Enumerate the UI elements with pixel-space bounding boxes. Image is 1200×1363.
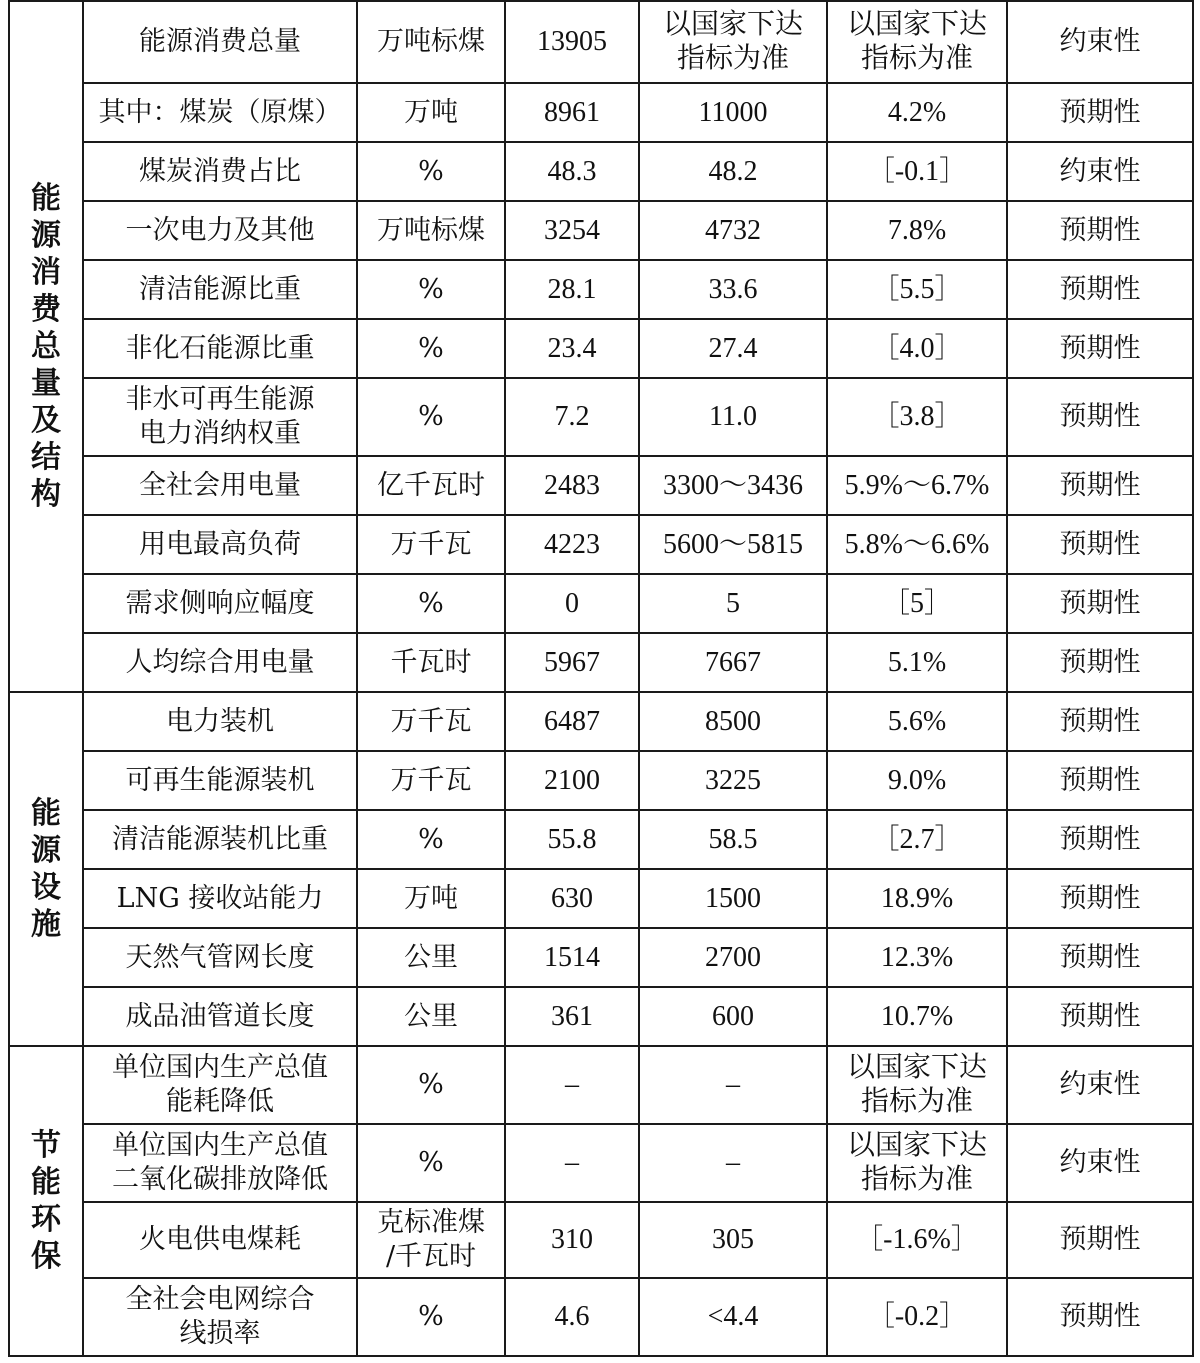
table-row — [9, 928, 1193, 987]
target-value-cell: 3300～3436 — [639, 456, 827, 515]
base-value-cell: – — [505, 1046, 639, 1124]
indicator-name-cell: 非化石能源比重 — [83, 319, 357, 378]
table-row — [9, 515, 1193, 574]
indicator-name-cell: 可再生能源装机 — [83, 751, 357, 810]
indicator-name-cell: 天然气管网长度 — [83, 928, 357, 987]
indicator-name-cell: 单位国内生产总值 能耗降低 — [83, 1046, 357, 1124]
growth-cell: ［5.5］ — [827, 260, 1007, 319]
attribute-cell: 预期性 — [1007, 751, 1193, 810]
target-value-cell: 305 — [639, 1202, 827, 1278]
growth-cell: ［4.0］ — [827, 319, 1007, 378]
table-row — [9, 201, 1193, 260]
category-label: 能源设施 — [31, 796, 61, 942]
table-row — [9, 142, 1193, 201]
table-row — [9, 1046, 1193, 1124]
unit-cell: 万吨标煤 — [357, 1, 505, 83]
unit-cell: 万吨 — [357, 869, 505, 928]
unit-cell: 公里 — [357, 987, 505, 1046]
unit-cell: 克标准煤 /千瓦时 — [357, 1202, 505, 1278]
base-value-cell: 4.6 — [505, 1278, 639, 1356]
growth-cell: ［-1.6%］ — [827, 1202, 1007, 1278]
base-value-cell: 28.1 — [505, 260, 639, 319]
target-value-cell: <4.4 — [639, 1278, 827, 1356]
base-value-cell: 55.8 — [505, 810, 639, 869]
attribute-cell: 预期性 — [1007, 319, 1193, 378]
target-value-cell: – — [639, 1046, 827, 1124]
indicator-name-cell: 电力装机 — [83, 692, 357, 751]
table-row — [9, 751, 1193, 810]
base-value-cell: 6487 — [505, 692, 639, 751]
growth-cell: ［-0.1］ — [827, 142, 1007, 201]
target-value-cell: 33.6 — [639, 260, 827, 319]
attribute-cell: 预期性 — [1007, 633, 1193, 692]
indicator-name-cell: 全社会电网综合 线损率 — [83, 1278, 357, 1356]
table-row — [9, 83, 1193, 142]
table-row — [9, 1, 1193, 83]
unit-cell: 千瓦时 — [357, 633, 505, 692]
category-label: 能源消费总量及结构 — [31, 181, 61, 512]
table-row — [9, 692, 1193, 751]
growth-cell: 5.1% — [827, 633, 1007, 692]
base-value-cell: 361 — [505, 987, 639, 1046]
indicator-name-cell: 单位国内生产总值 二氧化碳排放降低 — [83, 1124, 357, 1202]
category-cell — [9, 692, 83, 1046]
indicator-name-cell: 能源消费总量 — [83, 1, 357, 83]
category-cell — [9, 1, 83, 692]
indicator-name-cell: 需求侧响应幅度 — [83, 574, 357, 633]
indicator-name-cell: 煤炭消费占比 — [83, 142, 357, 201]
unit-cell: % — [357, 574, 505, 633]
unit-cell: % — [357, 319, 505, 378]
base-value-cell: 13905 — [505, 1, 639, 83]
indicator-name-cell: LNG 接收站能力 — [83, 869, 357, 928]
unit-cell: 公里 — [357, 928, 505, 987]
base-value-cell: 23.4 — [505, 319, 639, 378]
indicator-name-cell: 清洁能源装机比重 — [83, 810, 357, 869]
attribute-cell: 预期性 — [1007, 515, 1193, 574]
attribute-cell: 约束性 — [1007, 1, 1193, 83]
growth-cell: 5.8%～6.6% — [827, 515, 1007, 574]
attribute-cell: 预期性 — [1007, 378, 1193, 456]
target-value-cell: 2700 — [639, 928, 827, 987]
unit-cell: % — [357, 260, 505, 319]
base-value-cell: 630 — [505, 869, 639, 928]
growth-cell: ［2.7］ — [827, 810, 1007, 869]
target-value-cell: 48.2 — [639, 142, 827, 201]
growth-cell: ［3.8］ — [827, 378, 1007, 456]
base-value-cell: 48.3 — [505, 142, 639, 201]
attribute-cell: 预期性 — [1007, 869, 1193, 928]
table-row — [9, 1278, 1193, 1356]
indicator-name-cell: 清洁能源比重 — [83, 260, 357, 319]
target-value-cell: 3225 — [639, 751, 827, 810]
attribute-cell: 预期性 — [1007, 1202, 1193, 1278]
growth-cell: 10.7% — [827, 987, 1007, 1046]
unit-cell: % — [357, 1278, 505, 1356]
attribute-cell: 约束性 — [1007, 1046, 1193, 1124]
growth-cell: 5.9%～6.7% — [827, 456, 1007, 515]
indicator-name-cell: 一次电力及其他 — [83, 201, 357, 260]
base-value-cell: 0 — [505, 574, 639, 633]
table-row — [9, 810, 1193, 869]
base-value-cell: 7.2 — [505, 378, 639, 456]
unit-cell: 亿千瓦时 — [357, 456, 505, 515]
indicator-name-cell: 用电最高负荷 — [83, 515, 357, 574]
table-row — [9, 869, 1193, 928]
growth-cell: 以国家下达 指标为准 — [827, 1124, 1007, 1202]
growth-cell: ［-0.2］ — [827, 1278, 1007, 1356]
indicator-name-cell: 火电供电煤耗 — [83, 1202, 357, 1278]
attribute-cell: 预期性 — [1007, 456, 1193, 515]
growth-cell: ［5］ — [827, 574, 1007, 633]
base-value-cell: – — [505, 1124, 639, 1202]
table-row — [9, 1124, 1193, 1202]
unit-cell: % — [357, 142, 505, 201]
table-row — [9, 260, 1193, 319]
base-value-cell: 2100 — [505, 751, 639, 810]
table-row — [9, 633, 1193, 692]
growth-cell: 9.0% — [827, 751, 1007, 810]
target-value-cell: – — [639, 1124, 827, 1202]
unit-cell: 万千瓦 — [357, 692, 505, 751]
base-value-cell: 5967 — [505, 633, 639, 692]
attribute-cell: 预期性 — [1007, 574, 1193, 633]
attribute-cell: 预期性 — [1007, 692, 1193, 751]
growth-cell: 以国家下达 指标为准 — [827, 1046, 1007, 1124]
unit-cell: 万吨标煤 — [357, 201, 505, 260]
attribute-cell: 预期性 — [1007, 928, 1193, 987]
attribute-cell: 预期性 — [1007, 260, 1193, 319]
indicator-name-cell: 全社会用电量 — [83, 456, 357, 515]
unit-cell: % — [357, 1124, 505, 1202]
target-value-cell: 1500 — [639, 869, 827, 928]
table-row — [9, 1202, 1193, 1278]
base-value-cell: 2483 — [505, 456, 639, 515]
table-row — [9, 378, 1193, 456]
target-value-cell: 600 — [639, 987, 827, 1046]
attribute-cell: 预期性 — [1007, 83, 1193, 142]
table-row — [9, 456, 1193, 515]
attribute-cell: 预期性 — [1007, 987, 1193, 1046]
target-value-cell: 58.5 — [639, 810, 827, 869]
category-cell — [9, 1046, 83, 1356]
target-value-cell: 5600～5815 — [639, 515, 827, 574]
category-label: 节能环保 — [31, 1128, 61, 1274]
attribute-cell: 预期性 — [1007, 1278, 1193, 1356]
target-value-cell: 8500 — [639, 692, 827, 751]
target-value-cell: 11000 — [639, 83, 827, 142]
indicator-name-cell: 其中：煤炭（原煤） — [83, 83, 357, 142]
indicator-name-cell: 人均综合用电量 — [83, 633, 357, 692]
table-row — [9, 574, 1193, 633]
growth-cell: 以国家下达 指标为准 — [827, 1, 1007, 83]
unit-cell: % — [357, 810, 505, 869]
growth-cell: 18.9% — [827, 869, 1007, 928]
base-value-cell: 310 — [505, 1202, 639, 1278]
target-value-cell: 以国家下达 指标为准 — [639, 1, 827, 83]
unit-cell: 万千瓦 — [357, 515, 505, 574]
attribute-cell: 预期性 — [1007, 201, 1193, 260]
unit-cell: % — [357, 1046, 505, 1124]
growth-cell: 12.3% — [827, 928, 1007, 987]
growth-cell: 7.8% — [827, 201, 1007, 260]
attribute-cell: 约束性 — [1007, 1124, 1193, 1202]
base-value-cell: 3254 — [505, 201, 639, 260]
target-value-cell: 11.0 — [639, 378, 827, 456]
unit-cell: % — [357, 378, 505, 456]
target-value-cell: 4732 — [639, 201, 827, 260]
table-row — [9, 319, 1193, 378]
attribute-cell: 预期性 — [1007, 810, 1193, 869]
table-body — [9, 1, 1193, 1356]
unit-cell: 万千瓦 — [357, 751, 505, 810]
base-value-cell: 8961 — [505, 83, 639, 142]
growth-cell: 5.6% — [827, 692, 1007, 751]
attribute-cell: 约束性 — [1007, 142, 1193, 201]
target-value-cell: 7667 — [639, 633, 827, 692]
base-value-cell: 4223 — [505, 515, 639, 574]
energy-indicator-table — [8, 0, 1194, 1357]
indicator-name-cell: 成品油管道长度 — [83, 987, 357, 1046]
target-value-cell: 27.4 — [639, 319, 827, 378]
growth-cell: 4.2% — [827, 83, 1007, 142]
target-value-cell: 5 — [639, 574, 827, 633]
unit-cell: 万吨 — [357, 83, 505, 142]
table-row — [9, 987, 1193, 1046]
base-value-cell: 1514 — [505, 928, 639, 987]
indicator-name-cell: 非水可再生能源 电力消纳权重 — [83, 378, 357, 456]
